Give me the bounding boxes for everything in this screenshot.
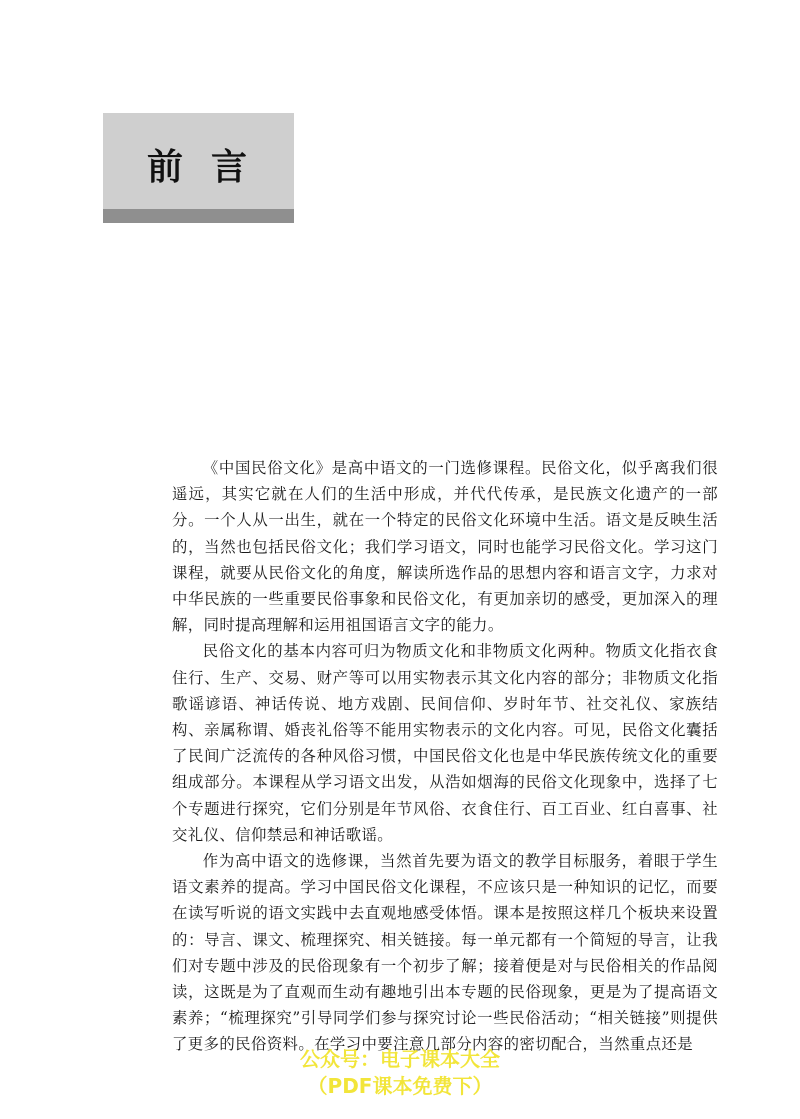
title-underline-bar — [103, 209, 294, 223]
watermark — [0, 1046, 800, 1100]
watermark-line-1: 公众号：电子课本大全 — [300, 1047, 500, 1071]
chapter-title-box — [103, 113, 294, 223]
paragraph-1: 《中国民俗文化》是高中语文的一门选修课程。民俗文化，似乎离我们很遥远，其实它就在人们的生活中形成，并代代传承，是民族文化遗产的一部分。一个人从一出生，就在一个特定的民俗文化环境中生活。语文是反映生活的，当然也包括民俗文化；我们学习语文，同时也能学习民俗文化。学习这门课程，就要从民俗文化的角度，解读所选作品的思想内容和语言文字，力求对中华民族的一些重要民俗事象和民俗文化，有更加亲切的感受，更加深入的理解，同时提高理解和运用祖国语言文字的能力。 — [172, 459, 718, 635]
paragraph-2: 民俗文化的基本内容可归为物质文化和非物质文化两种。物质文化指衣食住行、生产、交易、财产等可以用实物表示其文化内容的部分；非物质文化指歌谣谚语、神话传说、地方戏剧、民间信仰、岁时年节、社交礼仪、家族结构、亲属称谓、婚丧礼俗等不能用实物表示的文化内容。可见，民俗文化囊括了民间广泛流传的各种风俗习惯，中国民俗文化也是中华民族传统文化的重要组成部分。本课程从学习语文出发，从浩如烟海的民俗文化现象中，选择了七个专题进行探究，它们分别是年节风俗、衣食住行、百工百业、红白喜事、社交礼仪、信仰禁忌和神话歌谣。 — [172, 642, 718, 844]
paragraph-3: 作为高中语文的选修课，当然首先要为语文的教学目标服务，着眼于学生语文素养的提高。学习中国民俗文化课程，不应该只是一种知识的记忆，而要在读写听说的语文实践中去直观地感受体悟。课本是按照这样几个板块来设置的：导言、课文、梳理探究、相关链接。每一单元都有一个简短的导言，让我们对专题中涉及的民俗现象有一个初步了解；接着便是对与民俗相关的作品阅读，这既是为了直观而生动有趣地引出本专题的民俗现象，更是为了提高语文素养；“梳理探究”引导同学们参与探究讨论一些民俗活动；“相关链接”则提供了更多的民俗资料。在学习中要注意几部分内容的密切配合，当然重点还是 — [172, 852, 718, 1054]
preface-body — [172, 455, 718, 1058]
page-title: 前言 — [147, 146, 276, 188]
watermark-line-2: （PDF课本免费下） — [307, 1074, 493, 1098]
